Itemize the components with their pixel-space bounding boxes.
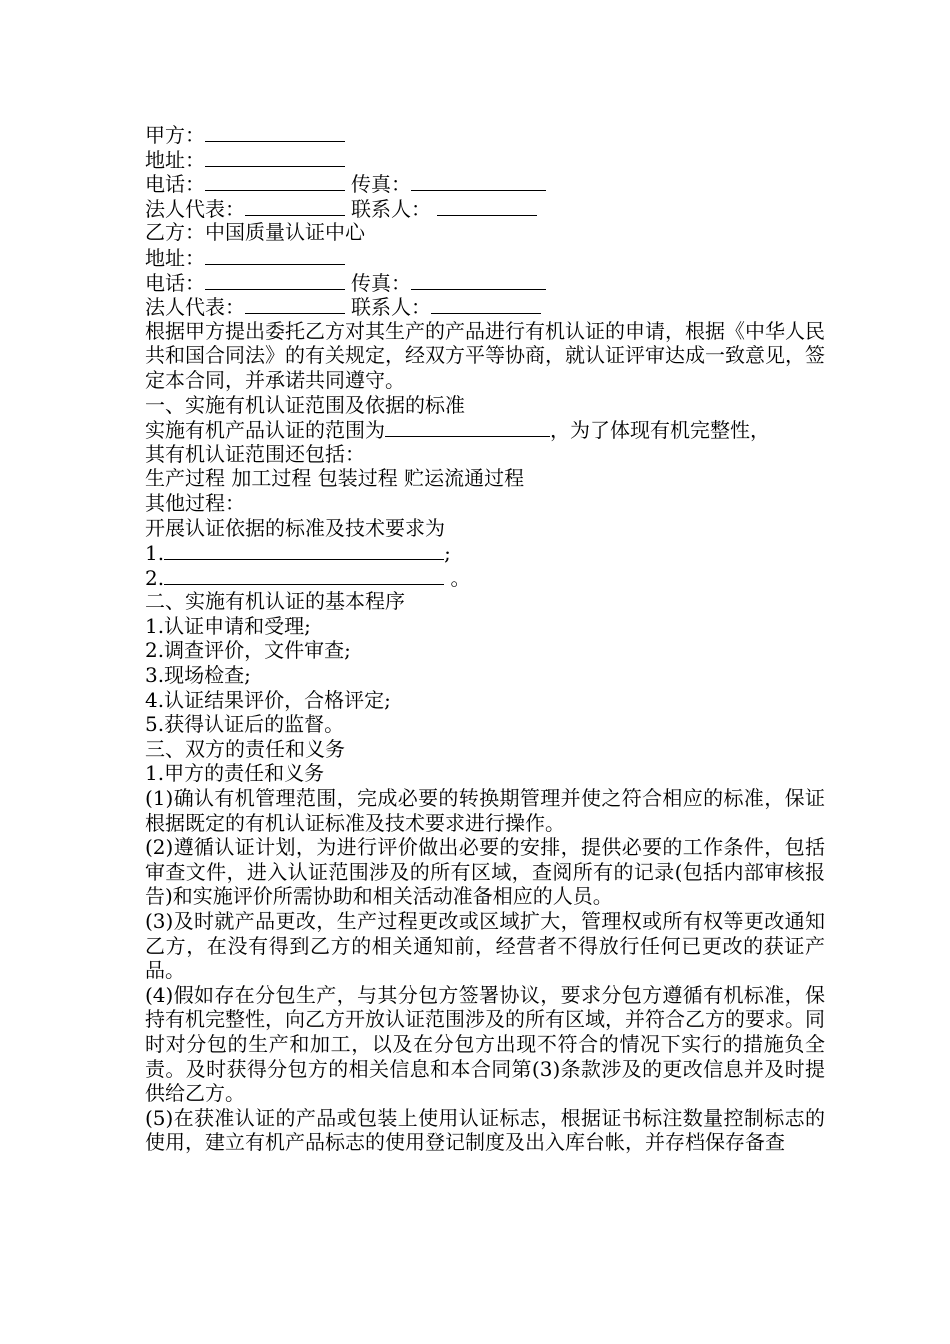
section3-title: 三、双方的责任和义务	[145, 736, 345, 761]
party-b-address-line	[145, 245, 825, 270]
party-a-rep-label: 法人代表：	[145, 196, 245, 221]
party-b-line	[145, 220, 825, 245]
party-a-contact-label: 联系人：	[351, 196, 431, 221]
party-b-fax-label: 传真：	[351, 270, 411, 295]
scope-suffix: ，为了体现有机完整性，	[550, 418, 770, 443]
party-b-fax-blank	[411, 270, 546, 290]
party-a-address-line	[145, 147, 825, 172]
standard-item-1-num: 1.	[145, 541, 165, 566]
party-a-contact-blank	[437, 196, 537, 216]
section3-subtitle: 1.甲方的责任和义务	[145, 761, 325, 786]
party-a-phone-blank	[205, 171, 345, 191]
party-a-line	[145, 122, 825, 147]
party-b-address-blank	[205, 245, 345, 265]
party-a-blank	[205, 122, 345, 142]
procedure-step: 5.获得认证后的监督。	[145, 712, 345, 737]
procedure-step: 4.认证结果评价，合格评定;	[145, 687, 391, 712]
party-b-rep-label: 法人代表：	[145, 295, 245, 320]
clause: (4)假如存在分包生产，与其分包方签署协议，要求分包方遵循有机标准，保持有机完整性，向乙方开放认证范围涉及的所有区域，并符合乙方的要求。同时对分包的生产和加工，以及在分包方出现不符合的情况下实行的措施负全责。及时获得分包方的相关信息和本合同第(3)条款涉及的更改信息并及时提供给乙方。	[145, 982, 825, 1106]
procedure-step: 3.现场检查;	[145, 663, 251, 688]
party-a-phone-line	[145, 171, 825, 196]
clause: (3)及时就产品更改，生产过程更改或区域扩大，管理权或所有权等更改通知乙方，在没有得到乙方的相关通知前，经营者不得放行任何已更改的获证产品。	[145, 909, 825, 983]
party-b-contact-label: 联系人：	[351, 295, 431, 320]
party-b-rep-line	[145, 294, 825, 319]
clause: (2)遵循认证计划，为进行评价做出必要的安排，提供必要的工作条件，包括审查文件，进入认证范围涉及的所有区域，查阅所有的记录(包括内部审核报告)和实施评价所需协助和相关活动准备相应的人员。	[145, 835, 825, 909]
party-b-phone-label: 电话：	[145, 270, 205, 295]
procedure-step: 2.调查评价，文件审查;	[145, 638, 351, 663]
party-b-phone-line	[145, 270, 825, 295]
other-process: 其他过程：	[145, 490, 245, 515]
process-list: 生产过程 加工过程 包装过程 贮运流通过程	[145, 466, 525, 491]
party-a-label: 甲方：	[145, 123, 205, 147]
standard-item-1-blank	[164, 540, 444, 560]
clause: (5)在获准认证的产品或包装上使用认证标志，根据证书标注数量控制标志的使用，建立有机产品标志的使用登记制度及出入库台帐，并存档保存备查	[145, 1105, 825, 1155]
party-a-fax-label: 传真：	[351, 172, 411, 197]
standard-item-2-end: 。	[444, 565, 471, 590]
standard-item-1	[145, 540, 825, 565]
intro-paragraph: 根据甲方提出委托乙方对其生产的产品进行有机认证的申请，根据《中华人民共和国合同法》的有关规定，经双方平等协商，就认证评审达成一致意见，签定本合同，并承诺共同遵守。	[145, 318, 825, 392]
section1-title: 一、实施有机认证范围及依据的标准	[145, 392, 465, 417]
party-a-address-label: 地址：	[145, 147, 205, 172]
scope-blank	[385, 417, 550, 437]
scope-continuation: 其有机认证范围还包括：	[145, 441, 365, 466]
party-b-contact-blank	[431, 294, 541, 314]
clause: (1)确认有机管理范围，完成必要的转换期管理并使之符合相应的标准，保证根据既定的有机认证标准及技术要求进行操作。	[145, 786, 825, 835]
scope-prefix: 实施有机产品认证的范围为	[145, 418, 385, 443]
standard-item-2-num: 2.	[145, 565, 165, 590]
scope-line	[145, 417, 825, 442]
party-b-phone-blank	[205, 270, 345, 290]
party-b-address-label: 地址：	[145, 245, 205, 270]
standard-item-2	[145, 565, 825, 590]
party-a-rep-blank	[245, 196, 345, 216]
party-b-label: 乙方：中国质量认证中心	[145, 220, 365, 245]
procedure-step: 1.认证申请和受理;	[145, 613, 311, 638]
contract-page	[145, 122, 825, 1155]
standard-item-2-blank	[164, 565, 444, 585]
standard-item-1-end: ;	[444, 541, 451, 566]
party-a-fax-blank	[411, 171, 546, 191]
party-a-phone-label: 电话：	[145, 172, 205, 197]
party-b-rep-blank	[245, 294, 345, 314]
party-a-address-blank	[205, 147, 345, 167]
standards-intro: 开展认证依据的标准及技术要求为	[145, 515, 445, 540]
party-a-rep-line	[145, 196, 825, 221]
section2-title: 二、实施有机认证的基本程序	[145, 589, 405, 614]
